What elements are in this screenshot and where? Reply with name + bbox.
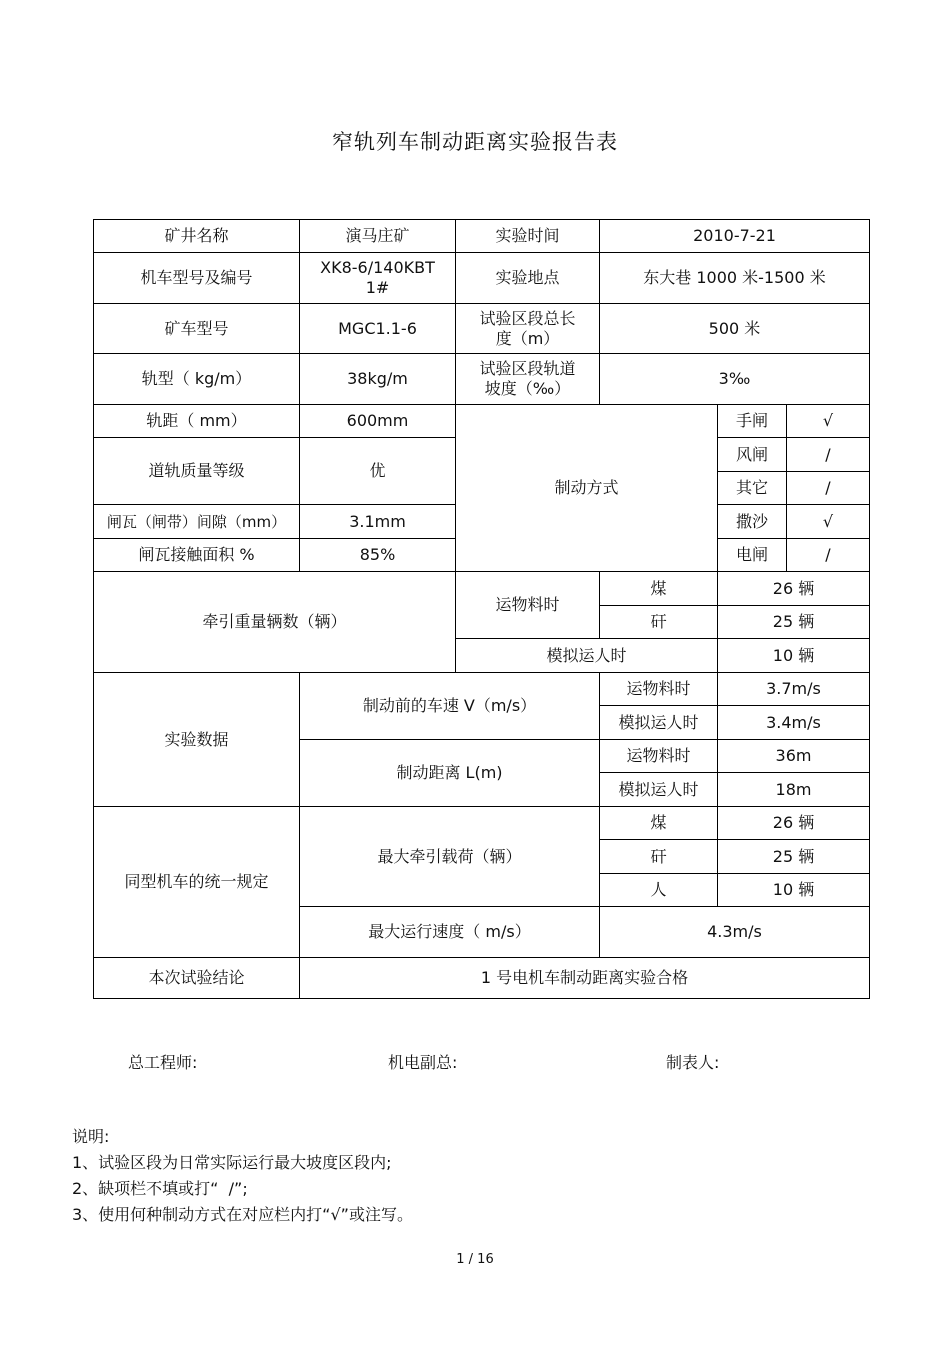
dist-material-value: 36m <box>718 740 870 773</box>
mine-name-label: 矿井名称 <box>94 220 300 253</box>
unified-rule-label: 同型机车的统一规定 <box>94 807 300 958</box>
dist-people-label: 模拟运人时 <box>600 773 718 807</box>
brake-option <box>718 505 870 539</box>
track-quality-value: 优 <box>300 438 456 505</box>
coal-label: 煤 <box>600 572 718 606</box>
loco-model-line2: 1# <box>365 278 390 297</box>
brake-mark: √ <box>822 511 834 531</box>
material-transport-label: 运物料时 <box>456 572 600 639</box>
gauge-value: 600mm <box>300 405 456 438</box>
section-length-label <box>456 304 600 354</box>
speed-material-value: 3.7m/s <box>718 673 870 706</box>
test-location-value: 东大巷 1000 米-1500 米 <box>600 253 870 304</box>
brake-mark: / <box>825 444 831 464</box>
brake-option <box>718 472 870 505</box>
note-item: 2、缺项栏不填或打“ /”; <box>72 1179 248 1198</box>
max-people-label: 人 <box>600 874 718 907</box>
rock-value: 25 辆 <box>718 606 870 639</box>
speed-material-label: 运物料时 <box>600 673 718 706</box>
brake-mark: / <box>825 545 831 564</box>
sim-people-label: 模拟运人时 <box>456 639 718 673</box>
test-data-label: 实验数据 <box>94 673 300 807</box>
max-coal-value: 26 辆 <box>718 807 870 840</box>
max-speed-label: 最大运行速度（ m/s） <box>300 907 600 958</box>
car-model-value: MGC1.1-6 <box>300 304 456 354</box>
brake-name: 其它 <box>718 472 787 504</box>
section-slope-line2: 坡度（‰） <box>484 379 571 398</box>
table-row <box>94 673 870 706</box>
note-item: 3、使用何种制动方式在对应栏内打“√”或注写。 <box>72 1205 413 1224</box>
max-rock-label: 矸 <box>600 840 718 874</box>
brake-name: 电闸 <box>718 539 787 571</box>
track-quality-label: 道轨质量等级 <box>94 438 300 505</box>
section-length-line2: 度（m） <box>495 328 560 348</box>
notes-heading: 说明: <box>72 1127 110 1146</box>
loco-model-line1: XK8-6/140KBT <box>320 258 435 277</box>
section-length-line1: 试验区段总长 <box>479 308 576 328</box>
loco-model-label: 机车型号及编号 <box>94 253 300 304</box>
dist-material-label: 运物料时 <box>600 740 718 773</box>
test-time-label: 实验时间 <box>456 220 600 253</box>
report-table <box>93 219 870 999</box>
test-location-label: 实验地点 <box>456 253 600 304</box>
brake-method-label: 制动方式 <box>456 405 718 572</box>
speed-before-label: 制动前的车速 V（m/s） <box>300 673 600 740</box>
section-length-value: 500 米 <box>600 304 870 354</box>
brake-option <box>718 539 870 572</box>
brake-mark: √ <box>822 411 834 430</box>
test-time-value: 2010-7-21 <box>600 220 870 253</box>
document-title: 窄轨列车制动距离实验报告表 <box>332 130 618 154</box>
car-model-label: 矿车型号 <box>94 304 300 354</box>
loco-model-value <box>300 253 456 304</box>
brake-option <box>718 405 870 438</box>
rail-type-label: 轨型（ kg/m） <box>94 354 300 405</box>
shoe-gap-value: 3.1mm <box>300 505 456 539</box>
table-row <box>94 354 870 405</box>
max-speed-value: 4.3m/s <box>600 907 870 958</box>
shoe-gap-label: 闸瓦（闸带）间隙（mm） <box>94 505 300 539</box>
chief-engineer-signature: 总工程师: <box>128 1053 198 1072</box>
notes-section <box>72 1124 413 1228</box>
brake-name: 撒沙 <box>718 505 787 538</box>
rock-label: 矸 <box>600 606 718 639</box>
note-item: 1、试验区段为日常实际运行最大坡度区段内; <box>72 1153 392 1172</box>
table-row <box>94 958 870 999</box>
brake-mark: / <box>825 478 831 497</box>
brake-name: 手闸 <box>718 405 787 437</box>
page-number: 1 / 16 <box>456 1252 494 1267</box>
table-row <box>94 572 870 606</box>
brake-option <box>718 438 870 472</box>
max-coal-label: 煤 <box>600 807 718 840</box>
max-people-value: 10 辆 <box>718 874 870 907</box>
shoe-contact-label: 闸瓦接触面积 % <box>94 539 300 572</box>
max-rock-value: 25 辆 <box>718 840 870 874</box>
brake-distance-label: 制动距离 L(m) <box>300 740 600 807</box>
conclusion-value: 1 号电机车制动距离实验合格 <box>300 958 870 999</box>
sim-people-value: 10 辆 <box>718 639 870 673</box>
rail-type-value: 38kg/m <box>300 354 456 405</box>
brake-name: 风闸 <box>718 438 787 471</box>
gauge-label: 轨距（ mm） <box>94 405 300 438</box>
table-row <box>94 253 870 304</box>
coal-value: 26 辆 <box>718 572 870 606</box>
section-slope-line1: 试验区段轨道 <box>479 359 576 378</box>
table-row <box>94 405 870 438</box>
traction-label: 牵引重量辆数（辆） <box>94 572 456 673</box>
max-traction-label: 最大牵引载荷（辆） <box>300 807 600 907</box>
speed-people-label: 模拟运人时 <box>600 706 718 740</box>
mine-name-value: 演马庄矿 <box>300 220 456 253</box>
section-slope-label <box>456 354 600 405</box>
section-slope-value: 3‰ <box>600 354 870 405</box>
preparer-signature: 制表人: <box>666 1053 720 1072</box>
dist-people-value: 18m <box>718 773 870 807</box>
speed-people-value: 3.4m/s <box>718 706 870 740</box>
table-row <box>94 220 870 253</box>
conclusion-label: 本次试验结论 <box>94 958 300 999</box>
shoe-contact-value: 85% <box>300 539 456 572</box>
deputy-signature: 机电副总: <box>388 1053 458 1072</box>
table-row <box>94 304 870 354</box>
table-row <box>94 807 870 840</box>
